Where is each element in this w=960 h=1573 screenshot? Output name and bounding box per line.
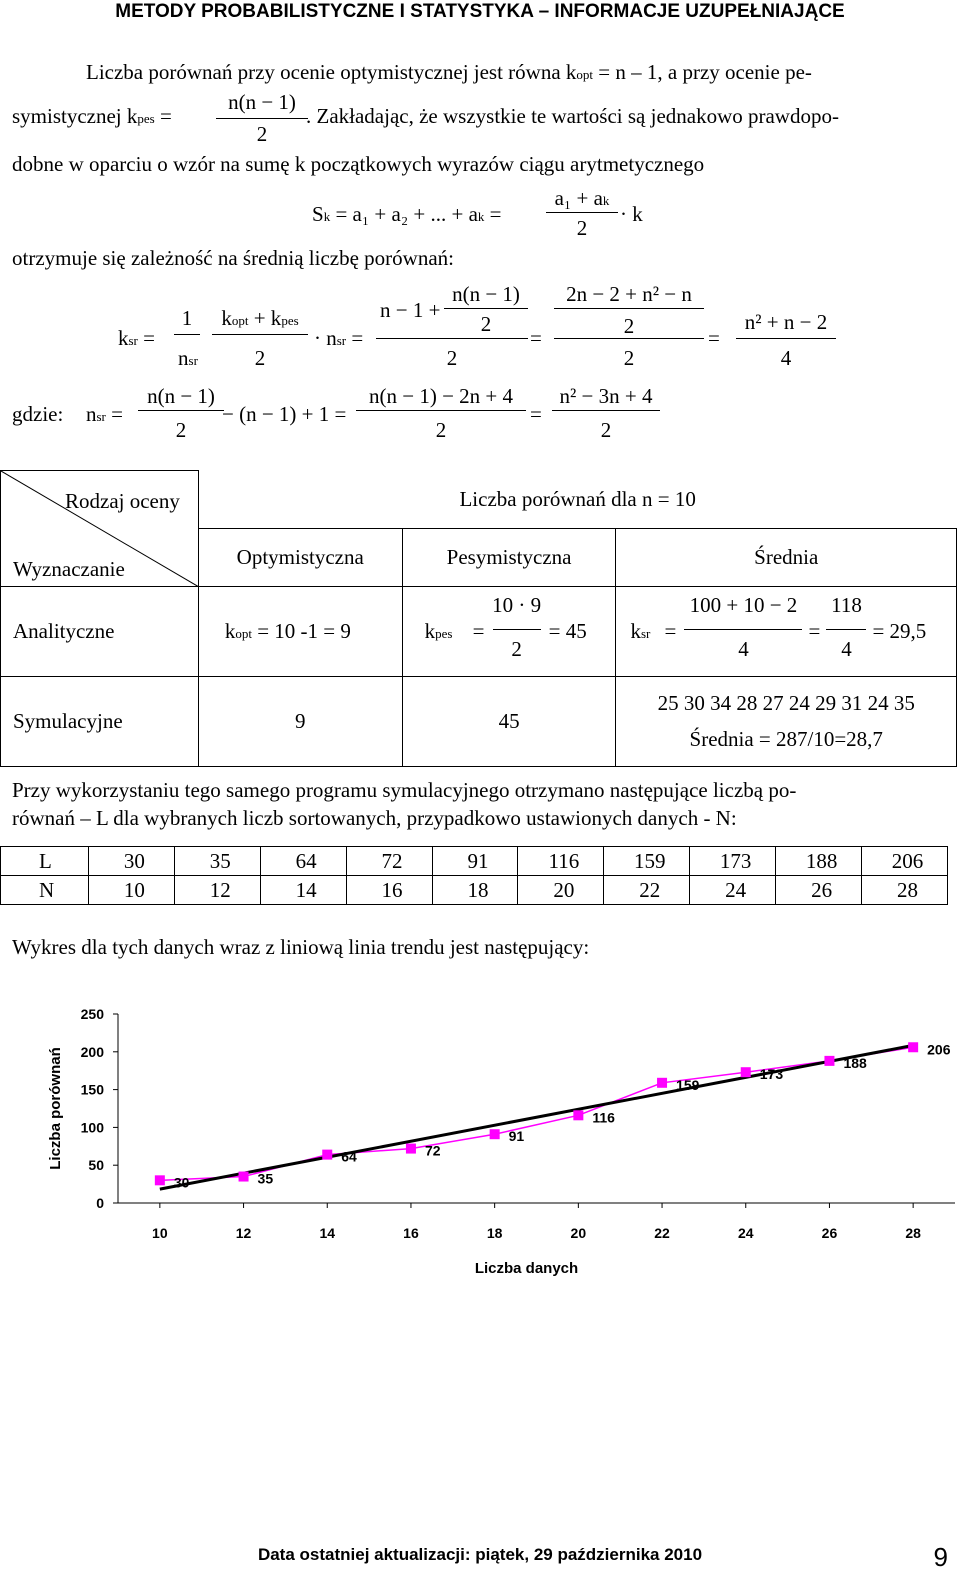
- nsr-mid: − (n − 1) + 1 =: [222, 402, 347, 426]
- pes-num: 10 · 9: [492, 593, 542, 617]
- x-tick-label: 12: [235, 1225, 252, 1241]
- ksr-big-den: 2: [446, 346, 458, 370]
- ksr-kopt: k: [221, 306, 232, 330]
- data-point: [155, 1175, 165, 1185]
- data-label: 206: [927, 1041, 951, 1058]
- ln-cell: 173: [690, 847, 776, 876]
- x-tick-label: 26: [821, 1225, 838, 1241]
- sum-fraction-bar: [546, 212, 618, 213]
- data-point: [824, 1056, 834, 1066]
- ln-cell: 30: [88, 847, 174, 876]
- page-header: METODY PROBABILISTYCZNE I STATYSTYKA – INFORMACJE UZUPEŁNIAJĄCE: [115, 1, 845, 22]
- nsr-f3-num: n² − 3n + 4: [559, 384, 653, 408]
- sum-tail: · k: [620, 202, 643, 226]
- intro-line-1-text: Liczba porównań przy ocenie optymistycznej jest równa k: [86, 60, 577, 84]
- avg-den2: 4: [841, 637, 852, 661]
- ksr-inner-num: n(n − 1): [452, 282, 520, 306]
- ksr-f3-den: 4: [780, 346, 792, 370]
- data-label: 116: [592, 1109, 615, 1126]
- x-tick-label: 20: [570, 1225, 587, 1241]
- group-header: Liczba porównań dla n = 10: [459, 486, 696, 511]
- x-tick-label: 18: [486, 1225, 503, 1241]
- pes-res: = 45: [548, 619, 587, 643]
- ksr-kpes-sub: pes: [281, 313, 299, 328]
- avg-k-letter: k: [630, 619, 641, 643]
- ksr-inner-bar: [444, 308, 528, 309]
- ln-row-label: L: [1, 847, 89, 876]
- data-label: 188: [843, 1054, 867, 1071]
- data-point: [573, 1110, 583, 1120]
- opt-k: k: [224, 619, 236, 643]
- ksr-lhs-sub: sr: [128, 333, 138, 348]
- ksr-f3-num: n² + n − 2: [744, 310, 828, 334]
- ln-cell: 24: [690, 876, 776, 905]
- pes-den: 2: [511, 637, 522, 661]
- ln-cell: 72: [346, 847, 432, 876]
- data-label: 159: [676, 1076, 700, 1093]
- avg-res: = 29,5: [872, 619, 927, 643]
- ksr-lhs-k: k: [118, 326, 129, 350]
- ksr-f2-num: 2n − 2 + n² − n: [566, 282, 692, 306]
- table-row: [1, 587, 957, 677]
- corner-bottom-label: Wyznaczanie: [13, 557, 125, 581]
- x-tick-label: 16: [403, 1225, 419, 1241]
- table-corner-cell: [1, 471, 199, 587]
- data-point: [657, 1078, 667, 1088]
- chart: [0, 990, 960, 1290]
- ksr-dot-n: [314, 326, 363, 351]
- sum-lhs: S: [312, 202, 324, 226]
- page-footer: Data ostatniej aktualizacji: piątek, 29 października 2010: [257, 1545, 703, 1564]
- cell-sim-pes: 45: [402, 677, 616, 767]
- opt-rest: = 10 -1 = 9: [251, 619, 351, 643]
- avg-bar1: [684, 629, 802, 630]
- y-tick-label: 250: [80, 1006, 104, 1022]
- pes-k: [425, 619, 453, 644]
- ln-cell: 18: [432, 876, 518, 905]
- text-simulation-1: Przy wykorzystaniu tego samego programu symulacyjnego otrzymano następujące liczbą po-: [12, 778, 797, 802]
- ln-table: [0, 846, 948, 905]
- data-label: 72: [424, 1142, 441, 1159]
- data-point: [406, 1144, 416, 1154]
- nsr-lhs-n: n: [86, 402, 97, 426]
- ksr-dot-n-sub: sr: [336, 333, 347, 348]
- ksr-big-num-a: n − 1 +: [380, 298, 441, 322]
- sum-lhs-sub: k: [323, 209, 331, 224]
- row-label-simulation: Symulacyjne: [1, 677, 199, 767]
- data-label: 91: [508, 1128, 525, 1145]
- ln-row-label: N: [1, 876, 89, 905]
- ln-cell: 22: [604, 876, 690, 905]
- x-tick-label: 22: [654, 1225, 670, 1241]
- page-number: 9: [933, 1542, 948, 1572]
- nsr-f2-num: n(n − 1) − 2n + 4: [368, 384, 514, 408]
- corner-top-label: Rodzaj oceny: [65, 489, 180, 513]
- y-tick-label: 100: [80, 1119, 104, 1136]
- ln-cell: 14: [260, 876, 346, 905]
- avg-num1: 100 + 10 − 2: [689, 593, 798, 617]
- text-simulation-2: równań – L dla wybranych liczb sortowanych, przypadkowo ustawionych danych - N:: [12, 806, 737, 830]
- comparison-table: [0, 470, 957, 767]
- intro-line-2-text: symistycznej k: [12, 104, 138, 128]
- sum-num-sub: k: [602, 193, 610, 208]
- pes-k-sub: pes: [435, 626, 453, 641]
- kpes-fraction-bar: [216, 118, 308, 119]
- y-tick-label: 50: [88, 1157, 104, 1174]
- y-tick-label: 0: [96, 1195, 104, 1211]
- data-point: [490, 1129, 500, 1139]
- ln-cell: 91: [432, 847, 518, 876]
- intro-line-1: [86, 62, 812, 83]
- cell-analytic-opt: [198, 587, 402, 677]
- data-point: [741, 1067, 751, 1077]
- ksr-nsr-sub: sr: [188, 353, 198, 368]
- ln-cell: 16: [346, 876, 432, 905]
- data-point: [908, 1042, 918, 1052]
- nsr-f3-den: 2: [600, 418, 612, 442]
- sum-fraction-den: 2: [576, 216, 588, 240]
- ln-cell: 26: [776, 876, 862, 905]
- avg-eq2: =: [808, 619, 821, 643]
- ksr-eq: =: [143, 326, 155, 350]
- avg-k: [630, 619, 650, 644]
- row-label-analytic: Analityczne: [1, 587, 199, 677]
- x-tick-label: 14: [319, 1225, 336, 1241]
- ln-cell: 64: [260, 847, 346, 876]
- data-point: [239, 1172, 249, 1182]
- ksr-one-bar: [174, 334, 200, 335]
- avg-den1: 4: [738, 637, 749, 661]
- ln-cell: 12: [174, 876, 260, 905]
- cell-sim-opt: 9: [198, 677, 402, 767]
- intro-line-2-eq: =: [160, 104, 172, 128]
- y-tick-label: 200: [80, 1043, 104, 1060]
- nsr-lhs-sub: sr: [96, 409, 106, 424]
- ksr-kopt-kpes: [210, 306, 310, 331]
- sum-num-text: a₁ + a: [554, 186, 603, 210]
- ln-cell: 10: [88, 876, 174, 905]
- sum-body-sub: k: [477, 209, 485, 224]
- ksr-f2-den: 2: [623, 346, 635, 370]
- ln-cell: 188: [776, 847, 862, 876]
- sim-avg-values: 25 30 34 28 27 24 29 31 24 35: [657, 690, 915, 715]
- ksr-kpes: + k: [253, 306, 282, 330]
- kpes-fraction-den: 2: [256, 122, 268, 146]
- ksr-two: 2: [254, 346, 266, 370]
- ksr-inner-den: 2: [480, 312, 492, 336]
- col-header-avg: Średnia: [616, 529, 957, 587]
- sum-fraction-num: [544, 186, 620, 211]
- nsr-f3-bar: [552, 410, 660, 411]
- sim-avg-mean: Średnia = 287/10=28,7: [689, 726, 883, 751]
- pes-eq: =: [472, 619, 485, 643]
- intro-line-1-end: = n – 1, a przy ocenie pe-: [593, 60, 812, 84]
- sum-formula: [312, 202, 502, 227]
- ln-cell: 20: [518, 876, 604, 905]
- table-row: [1, 876, 948, 905]
- y-tick-label: 150: [80, 1081, 104, 1098]
- ksr-dot-n-text: · n: [314, 326, 337, 350]
- col-header-pes: Pesymistyczna: [402, 529, 616, 587]
- opt-sub: opt: [235, 626, 252, 641]
- table-row: [1, 847, 948, 876]
- ksr-f3-bar: [736, 338, 836, 339]
- intro-line-2-start: [12, 106, 172, 127]
- data-point: [322, 1150, 332, 1160]
- ksr-kopt-sub: opt: [231, 313, 249, 328]
- nsr-label: gdzie:: [12, 402, 64, 426]
- nsr-f1-num: n(n − 1): [147, 384, 215, 408]
- x-tick-label: 10: [152, 1225, 168, 1241]
- y-axis-label: Liczba porównań: [47, 1047, 64, 1170]
- data-label: 30: [173, 1174, 190, 1191]
- ksr-nsr-n: n: [178, 346, 189, 370]
- nsr-f1-den: 2: [175, 418, 187, 442]
- ln-cell: 206: [862, 847, 948, 876]
- nsr-eq: =: [111, 402, 123, 426]
- avg-bar2: [826, 629, 866, 630]
- table-row: [1, 677, 957, 767]
- nsr-f2-den: 2: [435, 418, 447, 442]
- data-label: 64: [341, 1148, 357, 1165]
- text-chart-intro: Wykres dla tych danych wraz z liniową linia trendu jest następujący:: [12, 935, 590, 959]
- ksr-lhs: [118, 326, 155, 351]
- avg-k-sub: sr: [640, 626, 651, 641]
- intro-line-1-sub: opt: [576, 67, 594, 82]
- avg-eq: =: [664, 619, 677, 643]
- nsr-f1-bar: [138, 410, 224, 411]
- ksr-eq4: =: [708, 326, 720, 350]
- ln-cell: 116: [518, 847, 604, 876]
- x-axis-label: Liczba danych: [474, 1260, 579, 1277]
- intro-line-2-end: . Zakładając, że wszystkie te wartości są jednakowo prawdopo-: [306, 104, 839, 128]
- nsr-eq2: =: [530, 402, 542, 426]
- kpes-fraction-num: n(n − 1): [228, 90, 296, 114]
- col-header-opt: Optymistyczna: [198, 529, 402, 587]
- group-header-cell: [198, 471, 956, 529]
- avg-num2: 118: [831, 593, 862, 617]
- ln-cell: 28: [862, 876, 948, 905]
- nsr-lhs: [86, 402, 123, 427]
- ksr-nsr: [168, 346, 208, 371]
- cell-analytic-pes: [402, 587, 616, 677]
- data-label: 173: [759, 1066, 784, 1083]
- sum-eq: =: [489, 202, 502, 226]
- trend-line: [160, 1045, 913, 1189]
- cell-analytic-avg: [616, 587, 957, 677]
- ksr-big-bar: [376, 338, 528, 339]
- intro-line-2-sub: pes: [137, 111, 155, 126]
- x-tick-label: 28: [905, 1225, 921, 1241]
- ksr-eq3: =: [530, 326, 542, 350]
- ksr-f2-outer-bar: [554, 338, 704, 339]
- ksr-kopt-bar: [212, 334, 308, 335]
- data-label: 35: [257, 1170, 274, 1187]
- text-dependency: otrzymuje się zależność na średnią liczbę porównań:: [12, 246, 454, 270]
- ksr-eq2: =: [351, 326, 364, 350]
- nsr-f2-bar: [356, 410, 526, 411]
- x-tick-label: 24: [737, 1225, 754, 1241]
- cell-sim-avg: [616, 677, 957, 767]
- pes-bar: [493, 629, 541, 630]
- ln-cell: 159: [604, 847, 690, 876]
- ksr-one: 1: [181, 306, 193, 330]
- sum-body: = a₁ + a₂ + ... + a: [335, 202, 478, 226]
- ln-cell: 35: [174, 847, 260, 876]
- ksr-f2-bar: [554, 308, 704, 309]
- pes-k-letter: k: [424, 619, 436, 643]
- intro-line-3: dobne w oparciu o wzór na sumę k początkowych wyrazów ciągu arytmetycznego: [12, 152, 705, 176]
- ksr-f2-mid: 2: [623, 314, 635, 338]
